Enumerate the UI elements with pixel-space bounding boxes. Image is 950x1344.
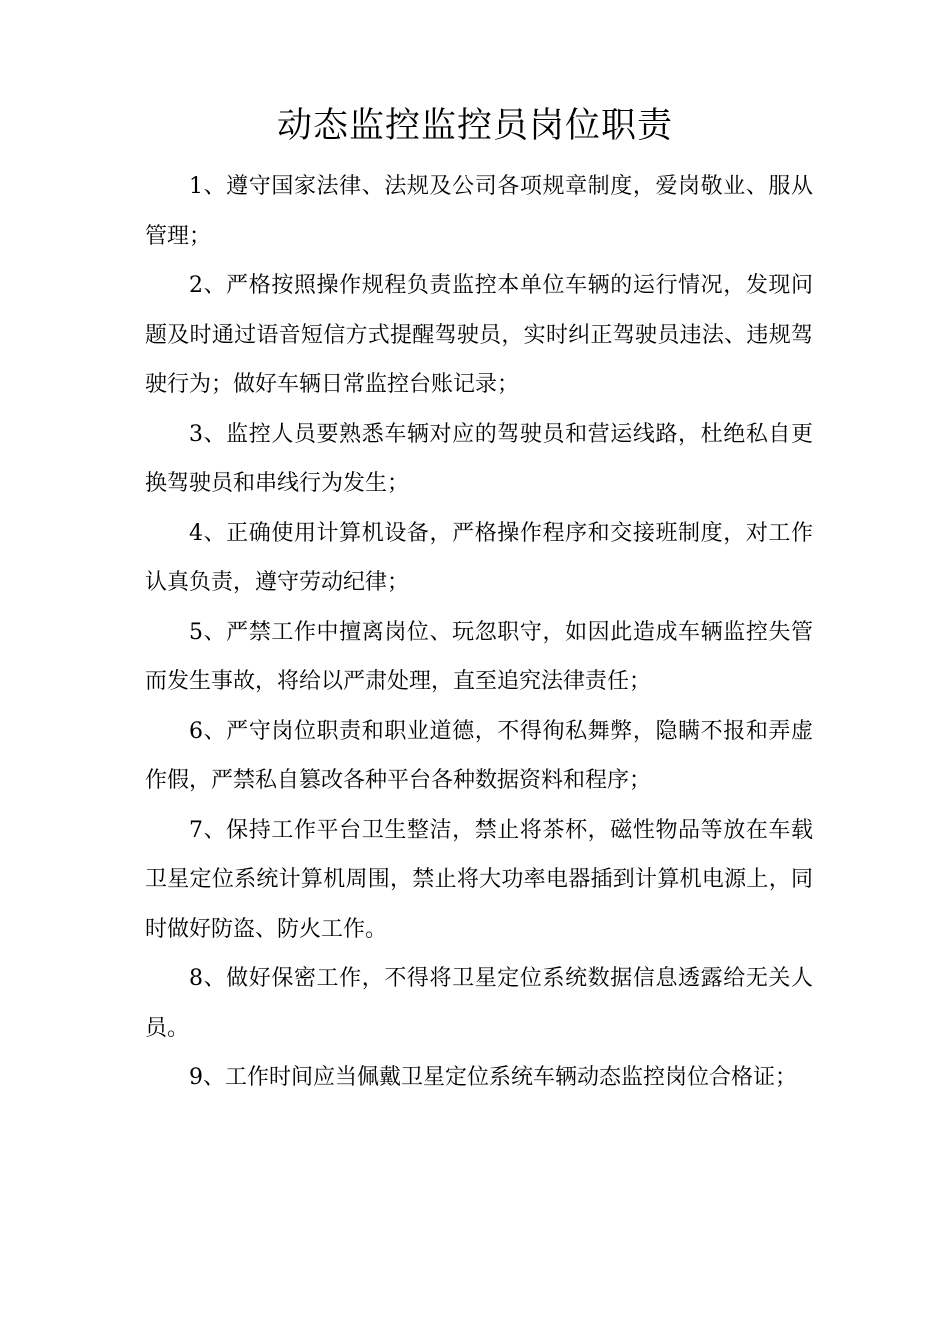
clause-8: 8、做好保密工作，不得将卫星定位系统数据信息透露给无关人员。 (145, 966, 813, 1041)
clause-7: 7、保持工作平台卫生整洁，禁止将茶杯，磁性物品等放在车载卫星定位系统计算机周围，禁止将大功率电器插到计算机电源上，同时做好防盗、防火工作。 (145, 817, 813, 942)
clause-5: 5、严禁工作中擅离岗位、玩忽职守，如因此造成车辆监控失管而发生事故，将给以严肃处理，直至追究法律责任； (145, 619, 813, 694)
clause-3: 3、监控人员要熟悉车辆对应的驾驶员和营运线路，杜绝私自更换驾驶员和串线行为发生； (145, 421, 813, 496)
document-body (145, 162, 813, 1103)
clause-2: 2、严格按照操作规程负责监控本单位车辆的运行情况，发现问题及时通过语音短信方式提醒驾驶员，实时纠正驾驶员违法、违规驾驶行为；做好车辆日常监控台账记录； (145, 273, 813, 397)
clause-4: 4、正确使用计算机设备，严格操作程序和交接班制度，对工作认真负责，遵守劳动纪律； (145, 520, 813, 595)
clause-1: 1、遵守国家法律、法规及公司各项规章制度，爱岗敬业、服从管理； (145, 174, 813, 249)
clause-9: 9、工作时间应当佩戴卫星定位系统车辆动态监控岗位合格证； (189, 1065, 797, 1090)
document-title: 动态监控监控员岗位职责 (276, 106, 673, 146)
clause-6: 6、严守岗位职责和职业道德，不得徇私舞弊，隐瞒不报和弄虚作假，严禁私自篡改各种平台各种数据资料和程序； (145, 718, 813, 793)
